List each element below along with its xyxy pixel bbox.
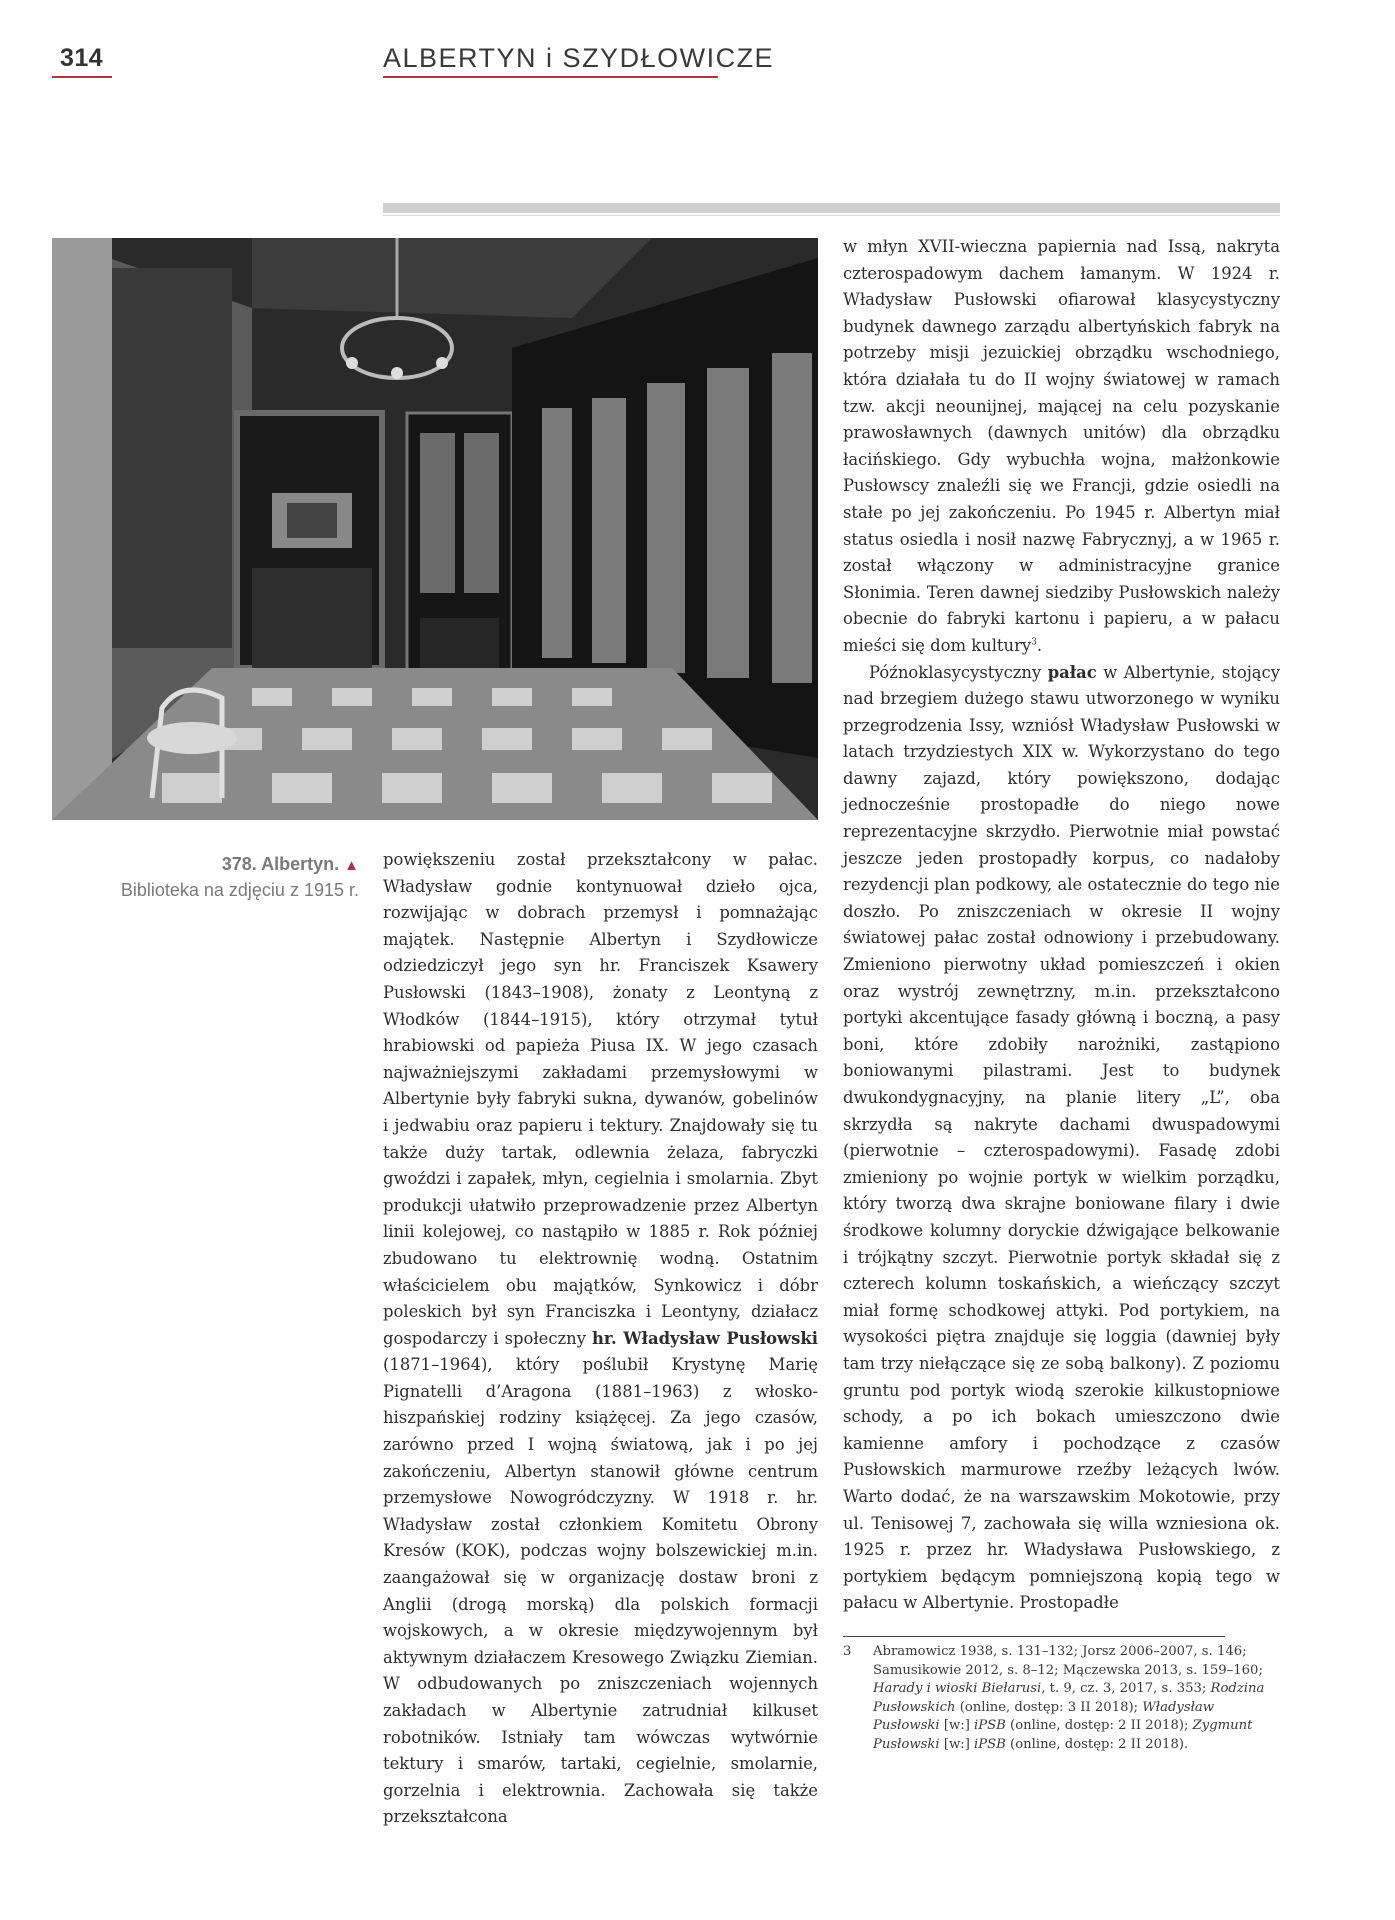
- figure-number: 378. Albertyn.: [221, 854, 340, 874]
- figure-caption: [52, 852, 359, 903]
- library-photo: [52, 238, 818, 820]
- page-number: 314: [60, 44, 104, 72]
- footnote-text: Abramowicz 1938, s. 131–132; Jorsz 2006–2007, s. 146; Samusikowie 2012, s. 8–12; Mączewska 2013, s. 159–160; Harady i wioski Biełarusi, t. 9, cz. 3, 2017, s. 353; Rodzina Pusłowskich (online, dostęp: 3 II 2018); Władysław Pusłowski [w:] iPSB (online, dostęp: 2 II 2018); Zygmunt Pusłowski [w:] iPSB (online, dostęp: 2 II 2018).: [873, 1644, 1265, 1752]
- decorative-band: [383, 203, 1280, 213]
- running-title-rule: [383, 76, 718, 78]
- footnote-rule: [843, 1636, 1225, 1637]
- running-title: ALBERTYN i SZYDŁOWICZE: [383, 43, 775, 73]
- figure-caption-text: Biblioteka na zdjęciu z 1915 r.: [120, 880, 359, 900]
- body-column-middle: [383, 847, 818, 1831]
- decorative-band-line: [383, 215, 1280, 216]
- footnote: [843, 1643, 1280, 1755]
- paragraph: powiększeniu został przekształcony w pałac. Władysław godnie kontynuował dzieło ojca, rozwijając w dobrach przemysł i pomnażając majątek. Następnie Albertyn i Szydłowicze odziedziczył jego syn hr. Franciszek Ksawery Pusłowski (1843–1908), żonaty z Leontyną z Włodków (1844–1915), który otrzymał tytuł hrabiowski od papieża Piusa IX. W jego czasach najważniejszymi zakładami przemysłowymi w Albertynie były fabryki sukna, dywanów, gobelinów i jedwabiu oraz papieru i tektury. Znajdowały się tu także duży tartak, odlewnia żelaza, fabryczki gwoździ i zapałek, młyn, cegielnia i smolarnia. Zbyt produkcji ułatwiło przeprowadzenie przez Albertyn linii kolejowej, co nastąpiło w 1885 r. Rok później zbudowano tu elektrownię wodną. Ostatnim właścicielem obu majątków, Synkowicz i dóbr poleskich był syn Franciszka i Leontyny, działacz gospodarczy i społeczny hr. Władysław Pusłowski (1871–1964), który poślubił Krystynę Marię Pignatelli d’Aragona (1881–1963) z włosko-hiszpańskiej rodziny książęcej. Za jego czasów, zarówno przed I wojną światową, jak i po jej zakończeniu, Albertyn stanowił główne centrum przemysłowe Nowogródczyzny. W 1918 r. hr. Władysław został członkiem Komitetu Obrony Kresów (KOK), podczas wojny bolszewickiej m.in. zaangażował się w organizację dostaw broni z Anglii (drogą morską) dla polskich formacji wojskowych, a w okresie międzywojennym był aktywnym działaczem Kresowego Związku Ziemian. W odbudowanych po zniszczeniach wojennych zakładach w Albertynie zatrudniał kilkuset robotników. Istniały tam wówczas wytwórnie tektury i smarów, tartaki, cegielnie, smolarnie, gorzelnia i elektrownia. Zachowała się także przekształcona: [383, 850, 818, 1827]
- bold-term: pałac: [1047, 662, 1097, 682]
- page-number-rule: [52, 76, 112, 78]
- paragraph: w młyn XVII-wieczna papiernia nad Issą, nakryta czterospadowym dachem łamanym. W 1924 r. Władysław Pusłowski ofiarował klasycystyczny budynek dawnego zarządu albertyńskich fabryk na potrzeby misji jezuickiej obrządku wschodniego, która działała tu do II wojny światowej w ramach tzw. akcji neounijnej, mającej na celu pozyskanie prawosławnych (dawnych unitów) dla obrządku łacińskiego. Gdy wybuchła wojna, małżonkowie Pusłowscy znaleźli się we Francji, gdzie osiedli na stałe po jej zakończeniu. Po 1945 r. Albertyn miał status osiedla i nosił nazwę Fabrycznyj, a w 1965 r. został włączony w administracyjne granice Słonimia. Teren dawnej siedziby Pusłowskich należy obecnie do fabryki kartonu i papieru, a w pałacu mieści się dom kultury$^3$.: [843, 237, 1280, 655]
- triangle-up-icon: ▲: [344, 857, 359, 874]
- body-column-right: [843, 234, 1280, 1617]
- footnote-number: 3: [843, 1644, 852, 1659]
- footnote-ref: 3: [1031, 637, 1037, 648]
- bold-name: hr. Władysław Pusłowski: [592, 1328, 818, 1348]
- paragraph: Późnoklasycystyczny pałac w Albertynie, stojący nad brzegiem dużego stawu utworzonego w wyniku przegrodzenia Issy, wzniósł Władysław Pusłowski w latach trzydziestych XIX w. Wykorzystano do tego dawny zajazd, który powiększono, dodając jednocześnie prostopadłe do niego nowe reprezentacyjne skrzydło. Pierwotnie miał powstać jeszcze jeden prostopadły korpus, co nadałoby rezydencji plan podkowy, ale ostatecznie do tego nie doszło. Po zniszczeniach w okresie II wojny światowej pałac został odnowiony i przebudowany. Zmieniono pierwotny układ pomieszczeń i okien oraz wystrój zewnętrzny, m.in. przekształcono portyki akcentujące fasady główną i boczną, a pasy boni, które zdobiły narożniki, zastąpiono boniowanymi pilastrami. Jest to budynek dwukondygnacyjny, na planie litery „L”, oba skrzydła są nakryte dachami dwuspadowymi (pierwotnie – czterospadowymi). Fasadę zdobi zmieniony po wojnie portyk w wielkim porządku, który tworzą dwa skrajne boniowane filary i dwie środkowe kolumny doryckie dźwigające belkowanie i trójkątny szczyt. Pierwotnie portyk składał się z czterech kolumn toskańskich, a wieńczący szczyt miał formę schodkowej attyki. Pod portykiem, na wysokości piętra znajduje się loggia (dawniej były tam trzy niełączące się ze sobą balkony). Z poziomu gruntu pod portyk wiodą szerokie kilkustopniowe schody, a po ich bokach umieszczono dwie kamienne amfory i pochodzące z czasów Pusłowskich marmurowe rzeźby leżących lwów. Warto dodać, że na warszawskim Mokotowie, przy ul. Tenisowej 7, zachowała się willa wzniesiona ok. 1925 r. przez hr. Władysława Pusłowskiego, z portykiem będącym pomniejszoną kopią tego w pałacu w Albertynie. Prostopadłe: [843, 662, 1280, 1613]
